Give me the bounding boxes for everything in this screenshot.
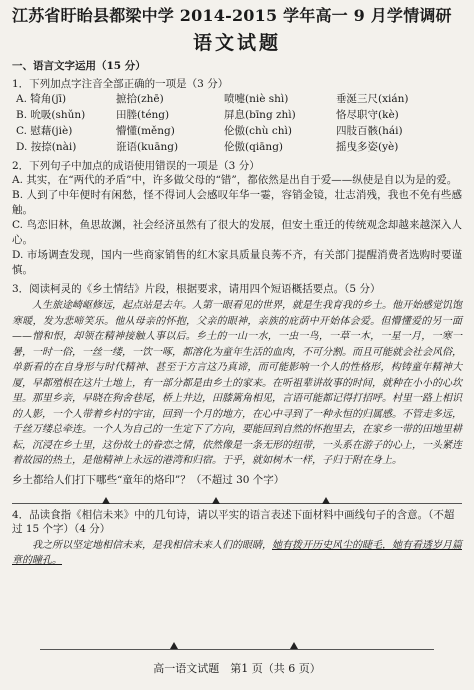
exam-header: 江苏省盱眙县都梁中学 2014-2015 学年高一 9 月学情调研 [12, 6, 452, 25]
question-1-stem: 1．下列加点字注音全部正确的一项是（3 分） [12, 78, 229, 90]
option-a-3: 喷嚏(niè shì) [224, 93, 289, 105]
question-3-stem: 3．阅读柯灵的《乡土情结》片段，根据要求，请用四个短语概括要点。（5 分） [12, 283, 381, 295]
option-a-4: 垂涎三尺(xián) [336, 93, 409, 105]
option-d-1: D. 按捺(nài) [16, 141, 77, 153]
passage-plain: 我之所以坚定地相信未来，是我相信未来人们的眼睛， [32, 539, 272, 551]
page-footer: 高一语文试题 第1 页（共 6 页） [153, 662, 321, 675]
question-3-passage: 人生旅途崎岖修远，起点站是去年。人第一眼看见的世界，就是生我育我的乡土。他开始感觉饥饱寒暖，发为悲啼笑乐。他从母亲的怀抱，父亲的眼神，亲族的庇荫中开始体会爱。但懵懂爱的另一面——憎和恨，却领在精神接触人事以后。乡土的一山一水，一虫一鸟，一草一木，一星一月，一寒一暑，一时一俗，一丝一缕，一饮一啄，都溶化为童年生活的血肉，不可分割。而且可能就会社会风俗，单新看的在自身形与时代精神、甚至于方言这乃真谛，而可能影响一个人的性格形，构铸童年精神大厦，早都殖根在这片土地上，有一部分都是由乡土的家来。在听祖辈讲故事的时间，就种在小小的心坎里。那里乡亲，早晓在狗舍巷尾，桥上井边，田膝篱角相见，言语可能都记得打招呼。村里一路上相识的人影，一个人带着乡村的宇宙，回到一个月的地方，在心中寻到了一种永恒的归属感。不管走多远，千丝万缕总牵连。一个人为自己的一生定下了方向，要能回到自然的怀抱里去，在家乡一带的田地里耕耘，沉浸在乡土里，这份故土的眷恋之情，依然像是一条无形的纽带，一头系在游子的心上，一头紧连着故园的热土，是他精神上永远的港湾和归宿。于乎，就如树木一样，子归于附在身上。 [12, 300, 462, 466]
option-b-1: B. 吮吸(shǔn) [16, 109, 86, 121]
option-c-3: 伦傲(chù chì) [224, 125, 292, 137]
question-4-passage [12, 538, 462, 569]
option-d-2: 诳语(kuāng) [116, 141, 179, 153]
passage-underlined: 她有拨开历史风尘的睫毛，她有看透岁月篇章的瞳孔。 [12, 539, 462, 566]
question-3-prompt: 乡土都给人们打下哪些“童年的烙印”？（不超过 30 个字） [12, 473, 285, 486]
option-b-4: 恪尽职守(kè) [336, 109, 399, 121]
option-b-3: 屏息(bīng zhì) [224, 109, 296, 121]
question-2-option-c: C. 鸟恋旧林，鱼思故渊，社会经济虽然有了很大的发展，但安土重迁的传统观念却越来越深入人心。 [12, 219, 462, 246]
option-b-2: 田塍(téng) [116, 109, 170, 121]
option-c-2: 懵懂(měng) [116, 125, 175, 137]
question-2-stem: 2．下列句子中加点的成语使用错误的一项是（3 分） [12, 160, 260, 172]
triangle-marker-icon [322, 497, 330, 504]
option-a-2: 摭拾(zhē) [116, 93, 164, 105]
option-d-4: 摇曳多姿(yè) [336, 141, 399, 153]
triangle-marker-icon [170, 642, 178, 649]
option-d-3: 伦傲(qiāng) [224, 141, 284, 153]
section-heading: 一、语言文字运用（15 分） [12, 60, 146, 72]
footer-rule [40, 649, 434, 650]
triangle-marker-icon [212, 497, 220, 504]
option-c-4: 四肢百骸(hái) [336, 125, 403, 137]
exam-title: 语文试题 [192, 32, 281, 54]
question-4-stem: 4．品读食指《相信未来》中的几句诗，请以平实的语言表述下面材料中画线句子的含意。（不超过 15 个字）（4 分） [12, 508, 455, 535]
triangle-marker-icon [290, 642, 298, 649]
question-1-options [12, 91, 462, 155]
triangle-marker-icon [102, 497, 110, 504]
option-c-1: C. 慰藉(jiè) [16, 125, 73, 137]
question-2-option-b: B. 人到了中年便时有闲愁，怪不得词人会感叹年华一霎，容销金镜，壮志消残，我也不免有些感触。 [12, 189, 462, 216]
question-2-option-a: A. 其实，在“两代的矛盾”中，许多做父母的“错”，都依然是出自于爱——纵使是自以为是的爱。 [12, 174, 458, 186]
answer-line-q3[interactable] [12, 491, 462, 504]
option-a-1: A. 犄角(jī) [16, 93, 67, 105]
question-2-option-d: D. 市场调查发现，国内一些商家销售的红木家具质量良莠不齐，有关部门提醒消费者选购时要谨慎。 [12, 249, 462, 276]
